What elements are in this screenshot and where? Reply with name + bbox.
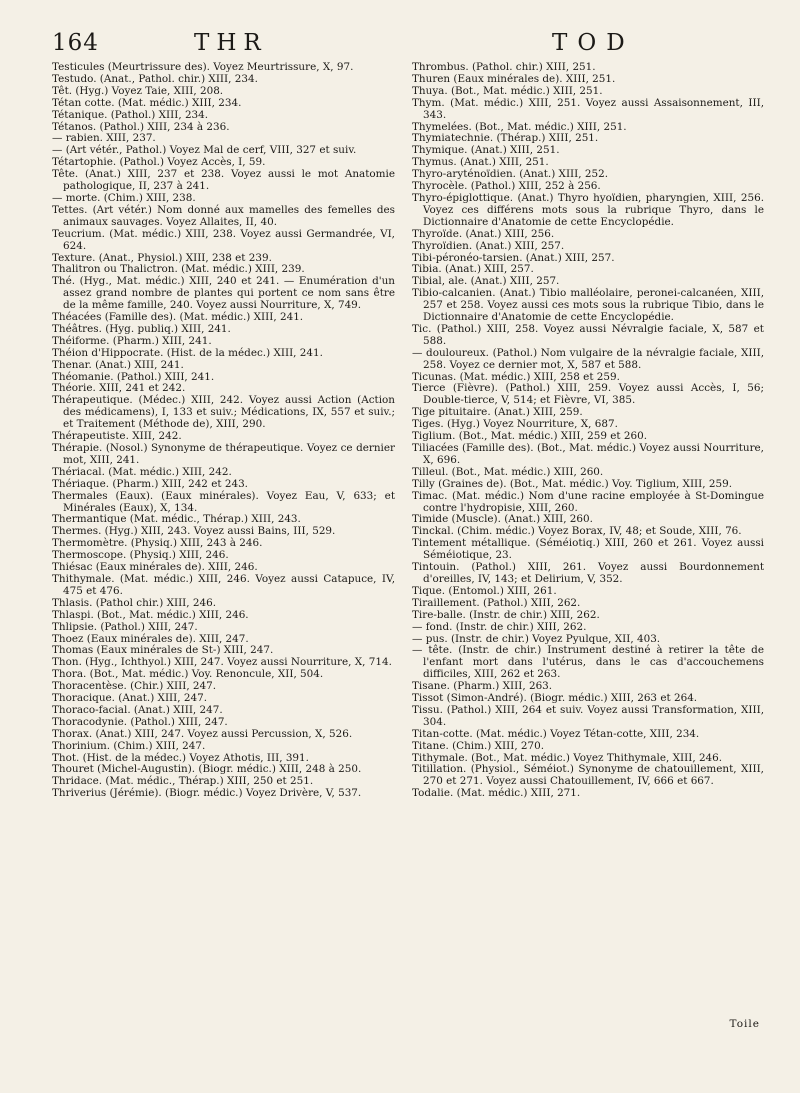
index-entry: Tétartophie. (Pathol.) Voyez Accès, I, 59. xyxy=(52,156,266,169)
index-entry: Thériaque. (Pharm.) XIII, 242 et 243. xyxy=(52,477,248,490)
index-entry: Thlasis. (Pathol chir.) XIII, 246. xyxy=(52,596,217,609)
index-entry: Tétanos. (Pathol.) XIII, 234 à 236. xyxy=(52,120,230,133)
index-entry: Testicules (Meurtrissure des). Voyez Meurtrissure, X, 97. xyxy=(52,61,354,73)
index-entry: — morte. (Chim.) XIII, 238. xyxy=(52,191,196,204)
index-entry: — douloureux. (Pathol.) Nom vulgaire de la névralgie faciale, XIII, 258. Voyez ce dernier mot, X, 587 et 588. xyxy=(412,346,764,371)
left-column xyxy=(52,62,395,800)
index-entry: Thoez (Eaux minérales de). XIII, 247. xyxy=(52,632,249,645)
index-entry: Thermes. (Hyg.) XIII, 243. Voyez aussi Bains, III, 529. xyxy=(52,525,336,538)
index-entry: Thomas (Eaux minérales de St-) XIII, 247. xyxy=(52,644,274,657)
running-head-right: TOD xyxy=(552,30,635,56)
index-entry: — rabien. XIII, 237. xyxy=(52,132,156,145)
index-entry: Théorie. XIII, 241 et 242. xyxy=(52,382,186,395)
index-entry: Texture. (Anat., Physiol.) XIII, 238 et 239. xyxy=(52,251,272,264)
index-entry: Thérapeutiste. XIII, 242. xyxy=(52,430,182,443)
index-entry: Thoracentèse. (Chir.) XIII, 247. xyxy=(52,680,217,693)
index-entry: Tissu. (Pathol.) XIII, 264 et suiv. Voyez aussi Transformation, XIII, 304. xyxy=(412,703,764,728)
index-entry: Tiglium. (Bot., Mat. médic.) XIII, 259 et 260. xyxy=(412,430,648,443)
index-entry: Thalitron ou Thalictron. (Mat. médic.) XIII, 239. xyxy=(52,263,305,276)
index-entry: Thérapie. (Nosol.) Synonyme de thérapeutique. Voyez ce dernier mot, XIII, 241. xyxy=(52,442,395,466)
index-entry: — tête. (Instr. de chir.) Instrument destiné à retirer la tête de l'enfant mort dans l'utérus, dans le cas d'accouchemens difficiles, XIII, 262 et 263. xyxy=(412,644,764,681)
index-entry: Tinckal. (Chim. médic.) Voyez Borax, IV, 48; et Soude, XIII, 76. xyxy=(412,525,742,538)
index-entry: Tisane. (Pharm.) XIII, 263. xyxy=(412,680,553,693)
index-entry: Théâtres. (Hyg. publiq.) XIII, 241. xyxy=(52,322,231,335)
index-entry: Tibial, ale. (Anat.) XIII, 257. xyxy=(412,275,560,288)
index-entry: Ticunas. (Mat. médic.) XIII, 258 et 259. xyxy=(412,370,620,383)
running-head-left: THR xyxy=(194,30,268,56)
index-entry: Thithymale. (Mat. médic.) XIII, 246. Voyez aussi Catapuce, IV, 475 et 476. xyxy=(52,572,395,597)
index-entry: Thermantique (Mat. médic., Thérap.) XIII, 243. xyxy=(52,513,301,526)
index-entry: — (Art vétér., Pathol.) Voyez Mal de cerf, VIII, 327 et suiv. xyxy=(52,144,357,157)
index-entry: Thoracodynie. (Pathol.) XIII, 247. xyxy=(52,715,228,728)
index-entry: Thymique. (Anat.) XIII, 251. xyxy=(412,144,560,157)
index-entry: Thuya. (Bot., Mat. médic.) XIII, 251. xyxy=(412,84,603,97)
index-entry: Titillation. (Physiol., Séméiot.) Synonyme de chatouillement, XIII, 270 et 271. Voyez aussi Chatouillement, IV, 666 et 667. xyxy=(412,763,764,788)
index-entry: Testudo. (Anat., Pathol. chir.) XIII, 234. xyxy=(52,72,258,85)
index-entry: Tétan cotte. (Mat. médic.) XIII, 234. xyxy=(52,96,242,109)
index-entry: Thermales (Eaux). (Eaux minérales). Voyez Eau, V, 633; et Minérales (Eaux), X, 134. xyxy=(52,489,395,514)
index-entry: Tettes. (Art vétér.) Nom donné aux mamelles des femelles des animaux sauvages. Voyez Allaites, II, 40. xyxy=(52,203,395,228)
index-entry: Théomanie. (Pathol.) XIII, 241. xyxy=(52,370,215,383)
index-entry: Thriverius (Jérémie). (Biogr. médic.) Voyez Drivère, V, 537. xyxy=(52,787,362,800)
index-entry: Thyroïdien. (Anat.) XIII, 257. xyxy=(412,239,565,252)
index-entry: Thermomètre. (Physiq.) XIII, 243 à 246. xyxy=(52,537,263,550)
index-entry: Thymelées. (Bot., Mat. médic.) XIII, 251. xyxy=(412,120,627,133)
index-entry: Titane. (Chim.) XIII, 270. xyxy=(412,739,545,752)
index-entry: Thouret (Michel-Augustin). (Biogr. médic.) XIII, 248 à 250. xyxy=(52,763,362,776)
index-entry: Théiforme. (Pharm.) XIII, 241. xyxy=(52,334,212,347)
index-entry: Tiliacées (Famille des). (Bot., Mat. médic.) Voyez aussi Nourriture, X, 696. xyxy=(412,442,764,466)
index-entry: Thora. (Bot., Mat. médic.) Voy. Renoncule, XII, 504. xyxy=(52,668,324,681)
index-entry: Thorinium. (Chim.) XIII, 247. xyxy=(52,739,206,752)
index-entry: Tintouin. (Pathol.) XIII, 261. Voyez aussi Bourdonnement d'oreilles, IV, 143; et Delirium, V, 352. xyxy=(412,561,764,585)
index-entry: Thermoscope. (Physiq.) XIII, 246. xyxy=(52,549,229,562)
index-entry: Tierce (Fièvre). (Pathol.) XIII, 259. Voyez aussi Accès, I, 56; Double-tierce, V, 514; et Fièvre, VI, 385. xyxy=(412,382,764,407)
index-entry: Tige pituitaire. (Anat.) XIII, 259. xyxy=(412,406,583,419)
index-entry: Tibio-calcanien. (Anat.) Tibio malléolaire, peronei-calcanéen, XIII, 257 et 258. Voyez aussi ces mots sous la rubrique Tibio, dans le Dictionnaire d'Anatomie de cette Encyclopédie. xyxy=(412,287,764,324)
index-entry: Titan-cotte. (Mat. médic.) Voyez Tétan-cotte, XIII, 234. xyxy=(412,727,700,740)
index-entry: Tiges. (Hyg.) Voyez Nourriture, X, 687. xyxy=(412,418,618,431)
index-entry: Tire-balle. (Instr. de chir.) XIII, 262. xyxy=(412,608,600,621)
index-entry: Têt. (Hyg.) Voyez Taie, XIII, 208. xyxy=(52,84,224,97)
index-entry: Thyro-aryténoïdien. (Anat.) XIII, 252. xyxy=(412,168,609,181)
index-entry: Thlipsie. (Pathol.) XIII, 247. xyxy=(52,620,198,633)
index-entry: Thyrocèle. (Pathol.) XIII, 252 à 256. xyxy=(412,180,601,193)
index-entry: Thymus. (Anat.) XIII, 251. xyxy=(412,156,549,169)
index-entry: Tissot (Simon-André). (Biogr. médic.) XIII, 263 et 264. xyxy=(412,692,698,705)
index-entry: Thenar. (Anat.) XIII, 241. xyxy=(52,358,184,371)
index-entry: Thorax. (Anat.) XIII, 247. Voyez aussi Percussion, X, 526. xyxy=(52,727,353,740)
index-entry: Thérapeutique. (Médec.) XIII, 242. Voyez aussi Action (Action des médicamens), I, 133 et suiv.; Médications, IX, 557 et suiv.; et Traitement (Méthode de), XIII, 290. xyxy=(52,394,395,431)
index-entry: Thoraco-facial. (Anat.) XIII, 247. xyxy=(52,703,223,716)
index-entry: Todalie. (Mat. médic.) XIII, 271. xyxy=(412,787,581,800)
index-entry: Thoracique. (Anat.) XIII, 247. xyxy=(52,692,208,705)
catchword: Toile xyxy=(729,1018,760,1030)
index-entry: — pus. (Instr. de chir.) Voyez Pyulque, XII, 403. xyxy=(412,632,661,645)
running-head xyxy=(52,30,760,60)
index-entry: Thymiatechnie. (Thérap.) XIII, 251. xyxy=(412,132,599,145)
index-entry: — fond. (Instr. de chir.) XIII, 262. xyxy=(412,620,587,633)
index-entry: Théion d'Hippocrate. (Hist. de la médec.) XIII, 241. xyxy=(52,346,323,359)
index-entry: Thyro-épiglottique. (Anat.) Thyro hyoïdien, pharyngien, XIII, 256. Voyez ces différens mots sous la rubrique Thyro, dans le Dictionnaire d'Anatomie de cette Encyclopédie. xyxy=(412,191,764,228)
index-entry: Thériacal. (Mat. médic.) XIII, 242. xyxy=(52,465,232,478)
index-entry: Thym. (Mat. médic.) XIII, 251. Voyez aussi Assaisonnement, III, 343. xyxy=(412,96,764,121)
index-entry: Tilleul. (Bot., Mat. médic.) XIII, 260. xyxy=(412,465,604,478)
index-entry: Tithymale. (Bot., Mat. médic.) Voyez Thithymale, XIII, 246. xyxy=(412,751,723,764)
index-entry: Tête. (Anat.) XIII, 237 et 238. Voyez aussi le mot Anatomie pathologique, II, 237 à 241. xyxy=(52,168,395,193)
index-entry: Thot. (Hist. de la médec.) Voyez Athotis, III, 391. xyxy=(52,751,309,764)
index-entry: Tiraillement. (Pathol.) XIII, 262. xyxy=(412,596,581,609)
index-entry: Timide (Muscle). (Anat.) XIII, 260. xyxy=(412,513,593,526)
index-entry: Thuren (Eaux minérales de). XIII, 251. xyxy=(412,72,616,85)
index-entry: Tibi-péronéo-tarsien. (Anat.) XIII, 257. xyxy=(412,251,615,264)
index-entry: Thlaspi. (Bot., Mat. médic.) XIII, 246. xyxy=(52,608,249,621)
index-entry: Timac. (Mat. médic.) Nom d'une racine employée à St-Domingue contre l'hydropisie, XIII, 260. xyxy=(412,489,764,514)
index-entry: Tic. (Pathol.) XIII, 258. Voyez aussi Névralgie faciale, X, 587 et 588. xyxy=(412,322,764,347)
index-entry: Thé. (Hyg., Mat. médic.) XIII, 240 et 241. — Enumération d'un assez grand nombre de plantes qui portent ce nom sans être de la même famille, 240. Voyez aussi Nourriture, X, 749. xyxy=(52,275,395,312)
index-entry: Tilly (Graines de). (Bot., Mat. médic.) Voy. Tiglium, XIII, 259. xyxy=(412,477,733,490)
index-entry: Teucrium. (Mat. médic.) XIII, 238. Voyez aussi Germandrée, VI, 624. xyxy=(52,227,395,252)
index-entry: Tintement métallique. (Séméiotiq.) XIII, 260 et 261. Voyez aussi Séméiotique, 23. xyxy=(412,537,764,562)
index-entry: Théacées (Famille des). (Mat. médic.) XIII, 241. xyxy=(52,311,304,324)
index-entry: Thon. (Hyg., Ichthyol.) XIII, 247. Voyez aussi Nourriture, X, 714. xyxy=(52,656,392,669)
index-entry: Thridace. (Mat. médic., Thérap.) XIII, 250 et 251. xyxy=(52,775,314,788)
index-entry: Thyroïde. (Anat.) XIII, 256. xyxy=(412,227,555,240)
index-entry: Thiésac (Eaux minérales de). XIII, 246. xyxy=(52,561,258,574)
right-column xyxy=(412,62,764,800)
index-entry: Tique. (Entomol.) XIII, 261. xyxy=(412,584,557,597)
index-entry: Tibia. (Anat.) XIII, 257. xyxy=(412,263,534,276)
index-entry: Tétanique. (Pathol.) XIII, 234. xyxy=(52,108,209,121)
index-entry: Thrombus. (Pathol. chir.) XIII, 251. xyxy=(412,61,596,73)
page-number: 164 xyxy=(52,30,99,56)
